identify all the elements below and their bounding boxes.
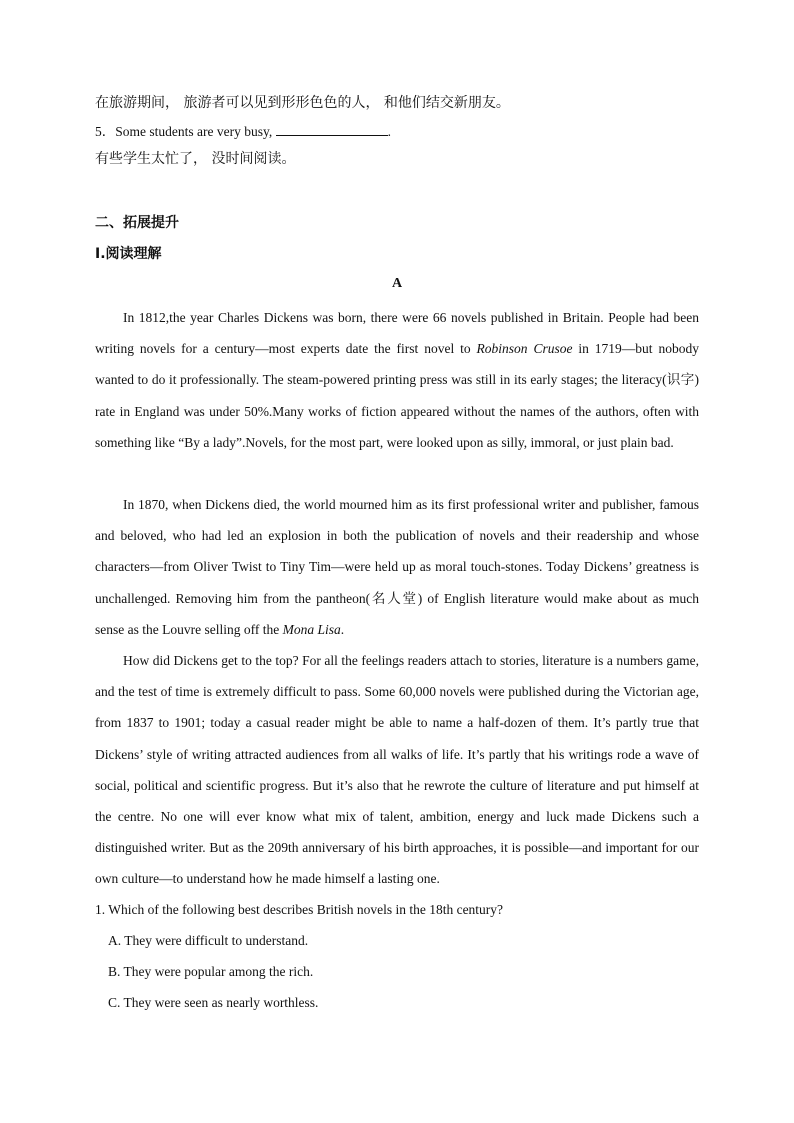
paragraph-1-part-a: In 1812,the year Charles Dickens was born, there were 66 novels published in Britain. People had been writing novels for a century—most experts date the first novel to (95, 310, 699, 357)
translation-4: 在旅游期间， 旅游者可以见到形形色色的人， 和他们结交新朋友。 (95, 95, 510, 111)
question-1-option-b[interactable]: B. They were popular among the rich. (108, 964, 314, 979)
item-5-end: . (387, 124, 391, 139)
item-5-text: Some students are very busy, (115, 124, 276, 139)
answer-blank[interactable] (276, 122, 388, 136)
book-title-robinson-crusoe: Robinson Crusoe (476, 341, 573, 357)
question-item-5 (95, 122, 391, 141)
paragraph-2-part-a: In 1870, when Dickens died, the world mourned him as its first professional writer and publisher, famous and beloved, who had led an explosion in both the publication of novels and their readership and whose characters—from Oliver Twist to Tiny Tim—were held up as moral touch-stones. Today Dickens’ greatness is unchallenged. Removing him from the pantheon(名人堂) of English literature would make about as much sense as the Louvre selling off the (95, 497, 699, 637)
paragraph-2-part-b: . (340, 621, 345, 637)
subsection-title: I.阅读理解 (95, 246, 162, 262)
paragraph-3: How did Dickens get to the top? For all the feelings readers attach to stories, literature is a numbers game, and the test of time is extremely difficult to pass. Some 60,000 novels were published during the Victorian age, from 1837 to 1901; today a casual reader might be able to name a half-dozen of them. It’s partly true that Dickens’ style of writing attracted audiences from all walks of life. It’s partly that his writings rode a wave of social, political and scientific progress. But it’s also that he rewrote the culture of literature and put himself at the centre. No one will ever know what mix of talent, ambition, energy and luck made Dickens such a distinguished writer. But as the 209th anniversary of his birth approaches, it is possible—and important for our own culture—to understand how he made himself a lasting one. (95, 653, 699, 887)
section-title: 二、拓展提升 (95, 215, 179, 231)
question-1-option-c[interactable]: C. They were seen as nearly worthless. (108, 995, 319, 1010)
question-1-stem: 1. Which of the following best describes British novels in the 18th century? (95, 902, 504, 917)
artwork-title-mona-lisa: Mona Lisa (282, 621, 341, 637)
paragraph-2 (95, 489, 699, 645)
paragraph-1 (95, 302, 699, 458)
paragraph-1-part-b: in 1719—but nobody wanted to do it professionally. The steam-powered printing press was still in its early stages; the literacy(识字) rate in England was under 50%.Many works of fiction appeared without the names of the authors, often with something like “By a lady”.Novels, for the most part, were looked upon as silly, immoral, or just plain bad. (95, 341, 699, 450)
item-5-number: 5． (95, 124, 116, 139)
passage-label: A (391, 276, 403, 291)
translation-5: 有些学生太忙了， 没时间阅读。 (95, 151, 296, 167)
question-1-option-a[interactable]: A. They were difficult to understand. (108, 933, 309, 948)
